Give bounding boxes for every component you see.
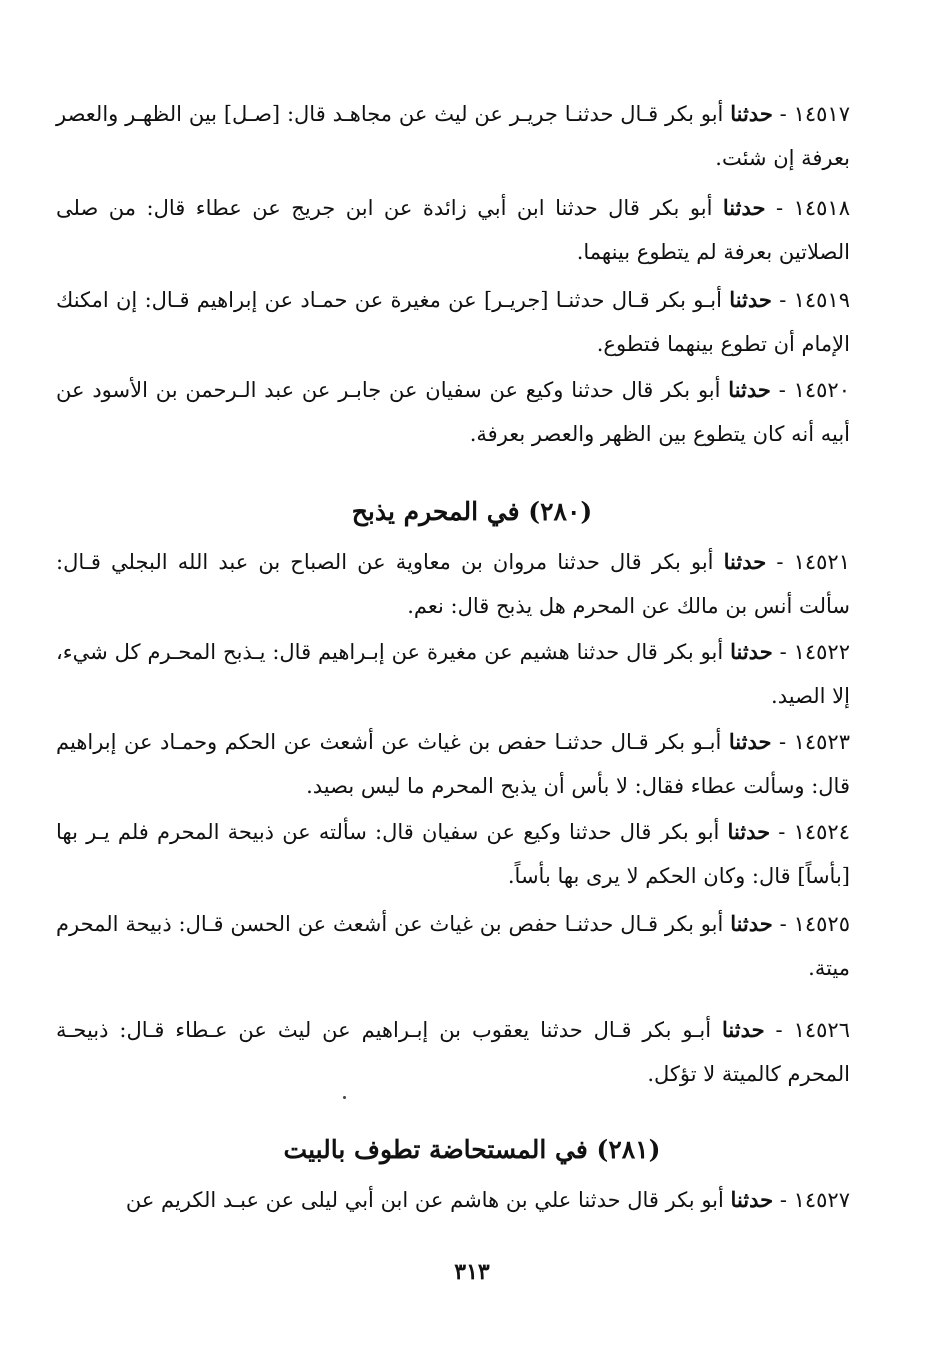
chapter-heading-281: (٢٨١) في المستحاضة تطوف بالبيت bbox=[283, 1135, 661, 1164]
hadith-number: ١٤٥٢٢ bbox=[793, 640, 850, 664]
hadith-prefix: حدثنا bbox=[722, 195, 766, 220]
hadith-text: أبو بكر قال حدثنا ابن أبي زائدة عن ابن جريج عن عطاء قال: من صلى الصلاتين بعرفة لم يتطوع بينهما. bbox=[56, 196, 850, 264]
hadith-number: ١٤٥١٩ bbox=[793, 288, 850, 312]
hadith-prefix: حدثنا bbox=[727, 819, 771, 844]
hadith-number: ١٤٥٢٠ bbox=[793, 378, 850, 402]
hadith-text: أبو بكر قـال حدثنـا حفص بن غياث عن أشعث عن الحسن قـال: ذبيحة المحرم ميتة. bbox=[56, 912, 850, 980]
hadith-prefix: حدثنا bbox=[722, 1017, 765, 1042]
hadith-number: ١٤٥٢١ bbox=[793, 550, 850, 574]
hadith-prefix: حدثنا bbox=[730, 1187, 774, 1212]
page-number: ٣١٣ bbox=[454, 1259, 490, 1285]
hadith-14517: ١٤٥١٧ - حدثنا أبو بكر قـال حدثنـا جريـر عن ليث عن مجاهـد قال: [صـل] بين الظهـر والعصر بعرفة إن شئت. bbox=[56, 101, 850, 170]
hadith-text: أبو بكر قال حدثنا علي بن هاشم عن ابن أبي ليلى عن عبـد الكريم عن bbox=[125, 1188, 724, 1212]
hadith-14518: ١٤٥١٨ - حدثنا أبو بكر قال حدثنا ابن أبي زائدة عن ابن جريج عن عطاء قال: من صلى الصلاتين بعرفة لم يتطوع بينهما. bbox=[56, 195, 850, 264]
hadith-number: ١٤٥١٨ bbox=[793, 196, 850, 220]
hadith-text: أبـو بكر قـال حدثنا يعقوب بن إبـراهيم عن ليث عن عـطاء قـال: ذبيحـة المحرم كالميتة لا تؤكل. bbox=[56, 1018, 850, 1086]
hadith-number: ١٤٥٢٤ bbox=[793, 820, 850, 844]
hadith-text: أبـو بكر قـال حدثنـا حفص بن غياث عن أشعث عن الحكم وحمـاد عن إبراهيم قال: وسألت عطاء فقال: لا بأس أن يذبح المحرم ما ليس بصيد. bbox=[56, 730, 850, 798]
hadith-14519: ١٤٥١٩ - حدثنا أبـو بكر قـال حدثنـا [جريـر] عن مغيرة عن حمـاد عن إبراهيم قـال: إن امكنك الإمام أن تطوع بينهما فتطوع. bbox=[56, 287, 850, 356]
hadith-prefix: حدثنا bbox=[730, 101, 773, 126]
hadith-prefix: حدثنا bbox=[728, 729, 772, 754]
hadith-prefix: حدثنا bbox=[723, 549, 767, 574]
chapter-heading-280: (٢٨٠) في المحرم يذبح bbox=[351, 497, 593, 526]
hadith-14523: ١٤٥٢٣ - حدثنا أبـو بكر قـال حدثنـا حفص بن غياث عن أشعث عن الحكم وحمـاد عن إبراهيم قال: وسألت عطاء فقال: لا بأس أن يذبح المحرم ما ليس بصيد. bbox=[56, 729, 850, 798]
hadith-text: أبو بكر قال حدثنا وكيع عن سفيان عن جابـر عن عبد الـرحمن بن الأسود عن أبيه أنه كان يتطوع بين الظهر والعصر بعرفة. bbox=[56, 378, 850, 446]
hadith-14520: ١٤٥٢٠ - حدثنا أبو بكر قال حدثنا وكيع عن سفيان عن جابـر عن عبد الـرحمن بن الأسود عن أبيه أنه كان يتطوع بين الظهر والعصر بعرفة. bbox=[56, 377, 850, 446]
ink-speck bbox=[343, 1096, 346, 1099]
hadith-number: ١٤٥٢٣ bbox=[793, 730, 850, 754]
hadith-number: ١٤٥٢٧ bbox=[793, 1188, 850, 1212]
hadith-prefix: حدثنا bbox=[728, 377, 771, 402]
hadith-14521: ١٤٥٢١ - حدثنا أبو بكر قال حدثنا مروان بن معاوية عن الصباح بن عبد الله البجلي قـال: سألت أنس بن مالك عن المحرم هل يذبح قال: نعم. bbox=[56, 549, 850, 618]
hadith-prefix: حدثنا bbox=[730, 639, 773, 664]
hadith-prefix: حدثنا bbox=[730, 911, 773, 936]
hadith-number: ١٤٥٢٦ bbox=[793, 1018, 850, 1042]
hadith-text: أبو بكر قـال حدثنـا جريـر عن ليث عن مجاهـد قال: [صـل] بين الظهـر والعصر بعرفة إن شئت. bbox=[56, 102, 850, 170]
hadith-14524: ١٤٥٢٤ - حدثنا أبو بكر قال حدثنا وكيع عن سفيان قال: سألته عن ذبيحة المحرم فلم يـر بها [بأساً] قال: وكان الحكم لا يرى بها بأساً. bbox=[56, 819, 850, 888]
hadith-text: أبو بكر قال حدثنا هشيم عن مغيرة عن إبـراهيم قال: يـذبح المحـرم كل شيء، إلا الصيد. bbox=[56, 640, 850, 708]
hadith-14522: ١٤٥٢٢ - حدثنا أبو بكر قال حدثنا هشيم عن مغيرة عن إبـراهيم قال: يـذبح المحـرم كل شيء، إلا الصيد. bbox=[56, 639, 850, 708]
hadith-14527: ١٤٥٢٧ - حدثنا أبو بكر قال حدثنا علي بن هاشم عن ابن أبي ليلى عن عبـد الكريم عن bbox=[125, 1187, 850, 1212]
hadith-text: أبو بكر قال حدثنا مروان بن معاوية عن الصباح بن عبد الله البجلي قـال: سألت أنس بن مالك عن المحرم هل يذبح قال: نعم. bbox=[56, 550, 850, 618]
hadith-number: ١٤٥٢٥ bbox=[793, 912, 850, 936]
hadith-text: أبـو بكر قـال حدثنـا [جريـر] عن مغيرة عن حمـاد عن إبراهيم قـال: إن امكنك الإمام أن تطوع بينهما فتطوع. bbox=[56, 288, 850, 356]
hadith-number: ١٤٥١٧ bbox=[793, 102, 850, 126]
hadith-14525: ١٤٥٢٥ - حدثنا أبو بكر قـال حدثنـا حفص بن غياث عن أشعث عن الحسن قـال: ذبيحة المحرم ميتة. bbox=[56, 911, 850, 980]
hadith-prefix: حدثنا bbox=[729, 287, 772, 312]
hadith-text: أبو بكر قال حدثنا وكيع عن سفيان قال: سألته عن ذبيحة المحرم فلم يـر بها [بأساً] قال: وكان الحكم لا يرى بها بأساً. bbox=[56, 820, 850, 888]
hadith-14526: ١٤٥٢٦ - حدثنا أبـو بكر قـال حدثنا يعقوب بن إبـراهيم عن ليث عن عـطاء قـال: ذبيحـة المحرم كالميتة لا تؤكل. bbox=[56, 1017, 850, 1086]
